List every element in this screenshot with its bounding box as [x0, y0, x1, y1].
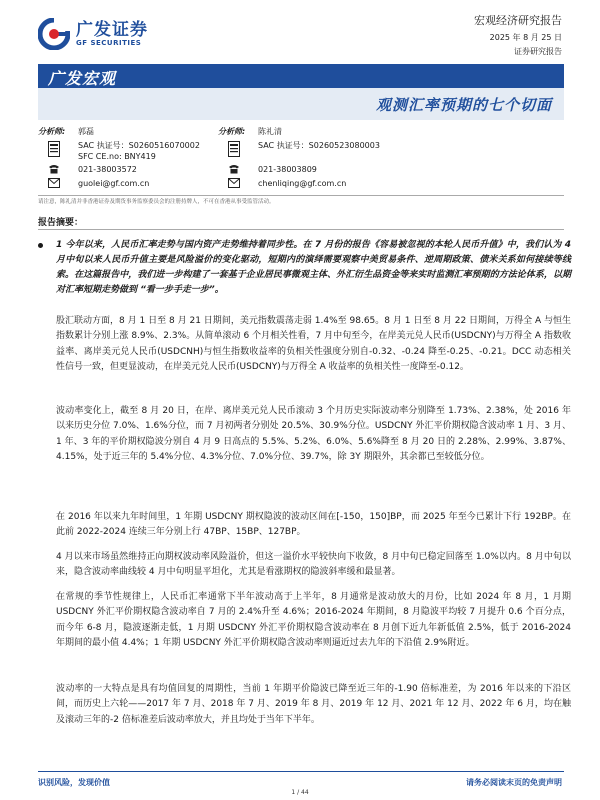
email-icon [228, 178, 240, 188]
summary-paragraph: 在 2016 年以来九年时间里，1 年期 USDCNY 期权隐波的波动区间在[-150，150]BP，而 2025 年至今已累计下行 192BP。在此前 2022-2024 连续三年分别上行 47BP、15BP、127BP。 [56, 512, 571, 538]
banner-title: 广发宏观 [48, 69, 117, 88]
id-card-icon [48, 141, 60, 157]
report-department: 证券研究报告 [514, 47, 562, 56]
summary-paragraph: 4 月以来市场虽然维持正向期权波动率风险溢价，但这一溢价水平较快向下收敛，8 月中旬已稳定回落至 1.0%以内。8 月中旬以来，隐含波动率曲线较 4 月中旬明显平坦化，尤其是看涨期权的隐波斜率缓和最显著。 [56, 552, 571, 578]
analyst-name: 陈礼清 [258, 127, 282, 136]
phone-icon [228, 164, 240, 174]
summary-paragraph-lead: 1 今年以来，人民币汇率走势与国内资产走势维持着同步性。在 7 月份的报告《容易被忽视的本轮人民币升值》中，我们认为 4 月中旬以来人民币升值主要是风险溢价的变化驱动，短期内的演绎需要观察中美贸易条件、逆周期政策、债米关系如何接续等线索。在这篇报告中，我们进一步构建了一套基于企业居民事微观主体、外汇衍生品资金等来实时监测汇率预期的方法论体系，以期对汇率短期走势做到 “看一步手走一步”。 [56, 240, 571, 295]
analyst-label: 分析师: [38, 127, 66, 136]
analyst-email[interactable]: guolei@gf.com.cn [78, 179, 150, 188]
gf-logo-icon [38, 18, 70, 50]
bullet-icon [38, 243, 43, 248]
analyst-phone: 021-38003572 [78, 165, 137, 174]
footer-disclaimer: 请务必阅读末页的免责声明 [466, 778, 562, 787]
page-number: 1 / 44 [291, 789, 309, 796]
id-card-icon [228, 141, 240, 157]
analyst-sac: SAC 执证号：S0260516070002 [78, 141, 200, 150]
analyst-sac: SAC 执证号：S0260523080003 [258, 141, 380, 150]
footer-slogan: 识别风险，发现价值 [38, 778, 110, 787]
analyst-name: 郭磊 [78, 127, 94, 136]
notice-divider [38, 195, 564, 196]
report-title: 观测汇率预期的七个切面 [375, 96, 552, 114]
analyst-block [38, 127, 564, 195]
summary-paragraph: 在常规的季节性规律上，人民币汇率通常下半年波动高于上半年，8 月通常是波动放大的月份，比如 2024 年 8 月，1 月期 USDCNY 外汇平价期权隐含波动率自 7 月的 2.4%升至 4.6%；2016-2024 年期间，8 月隐波平均较 7 月提升 0.6 个百分点，而今年 6-8 月，隐波逐渐走低，1 月期 USDCNY 外汇平价期权隐含波动率在 8 月创下近九年新低值 2.5%，低于 2016-2024 年期间的最小值 4.4%；1 年期 USDCNY 外汇平价期权隐含波动率则逼近过去九年的下沿值 2.9%附近。 [56, 592, 571, 648]
regulatory-notice: 请注意，陈礼清并非香港证券及期货事务监察委员会的注册持牌人，不可在香港从事受监管活动。 [38, 199, 275, 205]
summary-paragraph: 股汇联动方面，8 月 1 日至 8 月 21 日期间，美元指数震荡走弱 1.4%至 98.65。8 月 1 日至 8 月 22 日期间，万得全 A 与恒生指数累计分别上涨 8.9%、2.3%。从简单滚动 6 个月相关性看，7 月中旬至今，在岸美元兑人民币(USDCNY)与万得全 A 指数收益率、离岸美元兑人民币(USDCNH)与恒生指数收益率的负相关性强度分别自-0.32、-0.24 降至-0.25、-0.21。DCC 动态相关性信号一致，但更显波动，在岸美元兑人民币(USDCNY)与万得全 A 收益率的负相关性一度降至-0.12。 [56, 316, 571, 372]
report-date: 2025 年 8 月 25 日 [489, 33, 562, 42]
analyst-email[interactable]: chenliqing@gf.com.cn [258, 179, 347, 188]
analyst-sfc: SFC CE.no: BNY419 [78, 152, 156, 161]
company-logo [38, 18, 148, 50]
summary-paragraph: 波动率的一大特点是具有均值回复的周期性，当前 1 年期平价隐波已降至近三年的-1.90 倍标准差，为 2016 年以来的下沿区间，而历史上六轮——2017 年 7 月、2018 年 7 月、2019 年 8 月、2019 年 12 月、2021 年 12 月、2022 年 6 月，均在触及滚动三年的-2 倍标准差后波动率放大，并且均处于当年下半年。 [56, 684, 571, 725]
summary-paragraph: 波动率变化上，截至 8 月 20 日，在岸、离岸美元兑人民币滚动 3 个月历史实际波动率分别降至 1.73%、2.38%，处 2016 年以来历史分位 7.0%、1.6%分位，而 7 月初两者分别处 20.5%、30.9%分位。USDCNY 外汇平价期权隐含波动率 1 月、3 月、1 年、3 年的平价期权隐波分别自 4 月 9 日高点的 5.5%、5.2%、6.0%、5.6%降至 8 月 20 日的 2.28%、2.99%、3.87%、4.15%，处于近三年的 5.4%分位、4.3%分位、7.0%分位、39.7%，除 3Y 期限外，其余都已至较低分位。 [56, 406, 571, 462]
logo-chinese-name: 广发证券 [76, 19, 148, 40]
summary-heading: 报告摘要： [38, 218, 84, 228]
analyst-phone: 021-38003809 [258, 165, 317, 174]
title-band [38, 88, 564, 120]
summary-divider [38, 229, 564, 230]
footer-divider [38, 771, 564, 772]
email-icon [48, 178, 60, 188]
report-type: 宏观经济研究报告 [474, 14, 562, 27]
logo-english-name: GF SECURITIES [76, 38, 142, 47]
phone-icon [48, 164, 60, 174]
section-banner [38, 64, 564, 88]
header-info [474, 12, 562, 57]
analyst-label: 分析师: [218, 127, 246, 136]
